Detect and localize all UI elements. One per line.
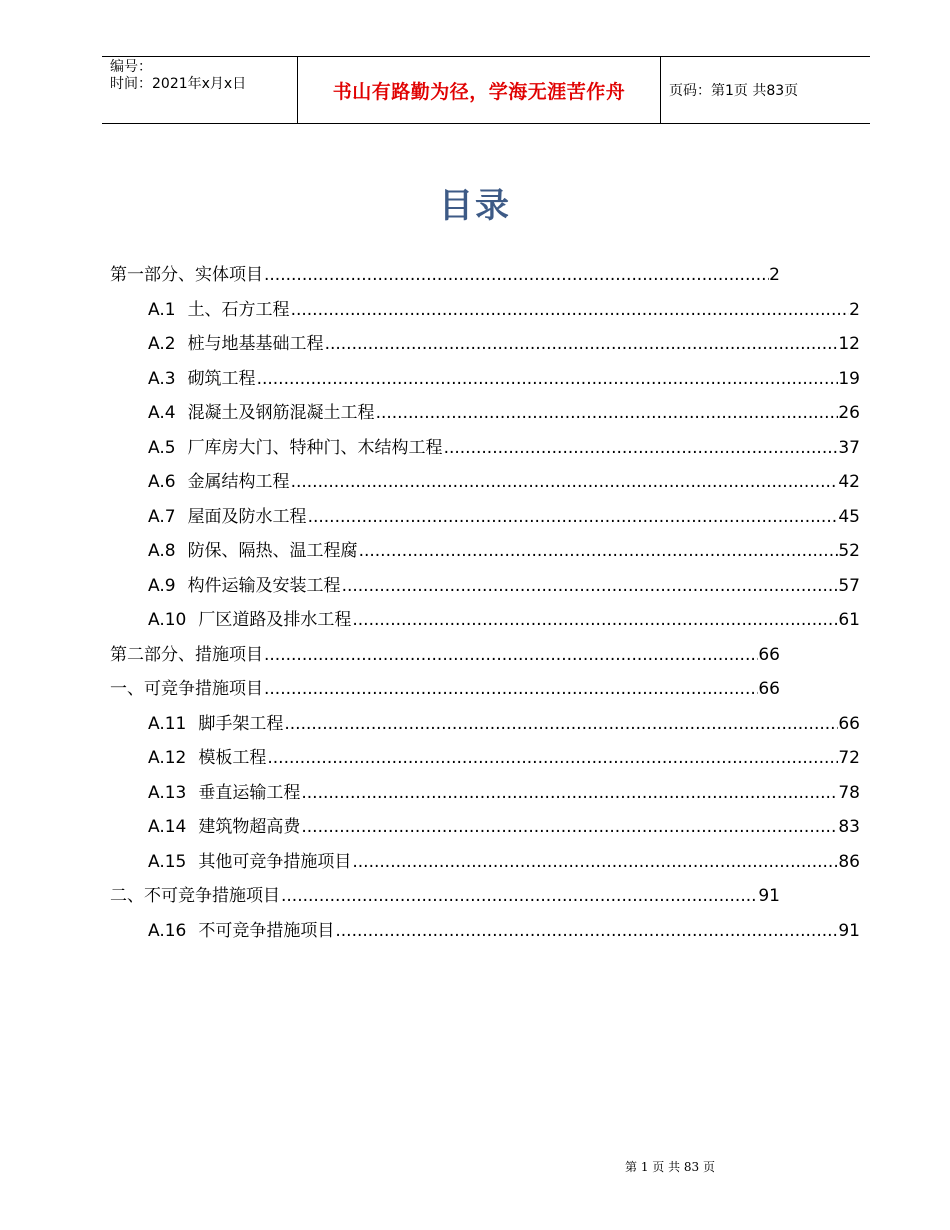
toc-entry[interactable] bbox=[148, 396, 860, 424]
toc-entry-page-number: 61 bbox=[838, 610, 860, 630]
toc-entry-leader-dots bbox=[334, 920, 838, 942]
toc-entry[interactable] bbox=[148, 500, 860, 528]
toc-entry-page-number: 66 bbox=[838, 713, 860, 734]
toc-entry-label: 模板工程 bbox=[198, 748, 267, 768]
header-motto: 书山有路勤为径，学海无涯苦作舟 bbox=[298, 57, 661, 123]
toc-entry-leader-dots bbox=[307, 506, 839, 528]
header-number-label: 编号： bbox=[110, 59, 152, 75]
toc-entry-label: 脚手架工程 bbox=[198, 713, 284, 734]
toc-entry-label: 屋面及防水工程 bbox=[187, 506, 307, 527]
toc-entry-leader-dots bbox=[300, 782, 838, 804]
toc-entry-leader-dots bbox=[263, 264, 769, 286]
toc-entry-leader-dots bbox=[263, 678, 758, 700]
toc-entry-label: 混凝土及钢筋混凝土工程 bbox=[187, 403, 375, 423]
toc-entry-code: A.11 bbox=[148, 713, 187, 734]
toc-entry-label: 厂区道路及排水工程 bbox=[198, 610, 352, 630]
toc-entry-code: A.15 bbox=[148, 851, 187, 872]
toc-entry-label: 第二部分、措施项目 bbox=[110, 644, 263, 665]
toc-entry[interactable] bbox=[148, 362, 860, 390]
toc-entry-leader-dots bbox=[375, 402, 839, 424]
toc-entry-leader-dots bbox=[341, 575, 839, 597]
toc-entry[interactable] bbox=[148, 741, 860, 769]
toc-entry-code: A.9 bbox=[148, 575, 176, 596]
toc-entry-leader-dots bbox=[280, 885, 758, 907]
toc-entry[interactable] bbox=[110, 672, 780, 700]
toc-entry-label: 垂直运输工程 bbox=[198, 782, 301, 803]
toc-entry-page-number: 42 bbox=[838, 472, 860, 492]
toc-entry-code: A.12 bbox=[148, 748, 187, 768]
toc-entry[interactable] bbox=[148, 569, 860, 597]
toc-entry-leader-dots bbox=[256, 368, 839, 390]
toc-entry-label: 防保、隔热、温工程腐 bbox=[187, 541, 358, 561]
toc-entry[interactable] bbox=[148, 603, 860, 631]
toc-entry-leader-dots bbox=[290, 299, 850, 321]
page-footer: 第 1 页 共 83 页 bbox=[625, 1160, 715, 1174]
toc-entry-leader-dots bbox=[290, 471, 839, 493]
page-header bbox=[102, 56, 870, 124]
toc-entry-leader-dots bbox=[263, 644, 758, 666]
toc-entry-page-number: 26 bbox=[838, 403, 860, 423]
toc-entry[interactable] bbox=[148, 810, 860, 838]
toc-entry[interactable] bbox=[148, 293, 860, 321]
toc-entry-code: A.8 bbox=[148, 541, 176, 561]
toc-entry[interactable] bbox=[148, 465, 860, 493]
toc-entry-code: A.10 bbox=[148, 610, 187, 630]
toc-entry-page-number: 37 bbox=[838, 437, 860, 458]
toc-entry-leader-dots bbox=[351, 851, 838, 873]
toc-entry-leader-dots bbox=[358, 540, 839, 562]
toc-entry-code: A.7 bbox=[148, 506, 176, 527]
toc-entry-label: 其他可竞争措施项目 bbox=[198, 851, 352, 872]
toc-entry-page-number: 12 bbox=[838, 334, 860, 354]
toc-entry-page-number: 72 bbox=[838, 748, 860, 768]
header-page-info: 页码：第1页 共83页 bbox=[669, 83, 799, 99]
header-time-label: 时间：2021年x月x日 bbox=[110, 76, 247, 92]
toc-entry-code: A.2 bbox=[148, 334, 176, 354]
toc-entry-label: 金属结构工程 bbox=[187, 472, 290, 492]
toc-entry-leader-dots bbox=[443, 437, 839, 459]
toc-entry-code: A.3 bbox=[148, 368, 176, 389]
toc-entry-page-number: 91 bbox=[838, 920, 860, 941]
toc-entry[interactable] bbox=[110, 258, 780, 286]
toc-entry[interactable] bbox=[148, 431, 860, 459]
header-meta bbox=[102, 57, 298, 123]
toc-entry[interactable] bbox=[148, 327, 860, 355]
toc-entry-label: 砌筑工程 bbox=[187, 368, 256, 389]
toc-entry-label: 建筑物超高费 bbox=[198, 817, 301, 837]
toc-entry-code: A.5 bbox=[148, 437, 176, 458]
toc-entry[interactable] bbox=[110, 879, 780, 907]
toc-entry-label: 桩与地基基础工程 bbox=[187, 334, 324, 354]
page-title: 目录 bbox=[439, 186, 511, 226]
toc-entry-page-number: 52 bbox=[838, 541, 860, 561]
toc-entry-page-number: 66 bbox=[758, 644, 780, 665]
toc-entry[interactable] bbox=[148, 534, 860, 562]
toc-entry-page-number: 2 bbox=[849, 299, 860, 320]
toc-entry[interactable] bbox=[148, 776, 860, 804]
toc-entry-leader-dots bbox=[351, 609, 838, 631]
toc-entry-code: A.4 bbox=[148, 403, 176, 423]
toc-entry-label: 一、可竞争措施项目 bbox=[110, 679, 263, 699]
toc-entry-code: A.1 bbox=[148, 299, 176, 320]
toc-entry-label: 构件运输及安装工程 bbox=[187, 575, 341, 596]
toc-entry-page-number: 2 bbox=[769, 265, 780, 285]
toc-entry-label: 第一部分、实体项目 bbox=[110, 265, 263, 285]
toc-entry-leader-dots bbox=[300, 816, 838, 838]
toc-entry[interactable] bbox=[110, 638, 780, 666]
toc-entry-page-number: 86 bbox=[838, 851, 860, 872]
toc-entry-code: A.13 bbox=[148, 782, 187, 803]
toc-entry-page-number: 83 bbox=[838, 817, 860, 837]
toc-entry-leader-dots bbox=[324, 333, 839, 355]
toc-entry-page-number: 19 bbox=[838, 368, 860, 389]
toc-entry-label: 土、石方工程 bbox=[187, 299, 290, 320]
toc-entry-leader-dots bbox=[266, 747, 838, 769]
toc-entry-page-number: 66 bbox=[758, 679, 780, 699]
toc-entry-code: A.14 bbox=[148, 817, 187, 837]
toc-entry[interactable] bbox=[148, 707, 860, 735]
toc-entry[interactable] bbox=[148, 914, 860, 942]
toc-entry-page-number: 57 bbox=[838, 575, 860, 596]
toc-entry[interactable] bbox=[148, 845, 860, 873]
toc-entry-page-number: 91 bbox=[758, 886, 780, 906]
toc-entry-page-number: 45 bbox=[838, 506, 860, 527]
toc-entry-label: 厂库房大门、特种门、木结构工程 bbox=[187, 437, 443, 458]
toc-entry-label: 不可竞争措施项目 bbox=[198, 920, 335, 941]
toc-entry-leader-dots bbox=[283, 713, 838, 735]
toc-entry-code: A.6 bbox=[148, 472, 176, 492]
toc-entry-code: A.16 bbox=[148, 920, 187, 941]
toc-entry-page-number: 78 bbox=[838, 782, 860, 803]
toc-entry-label: 二、不可竞争措施项目 bbox=[110, 886, 280, 906]
